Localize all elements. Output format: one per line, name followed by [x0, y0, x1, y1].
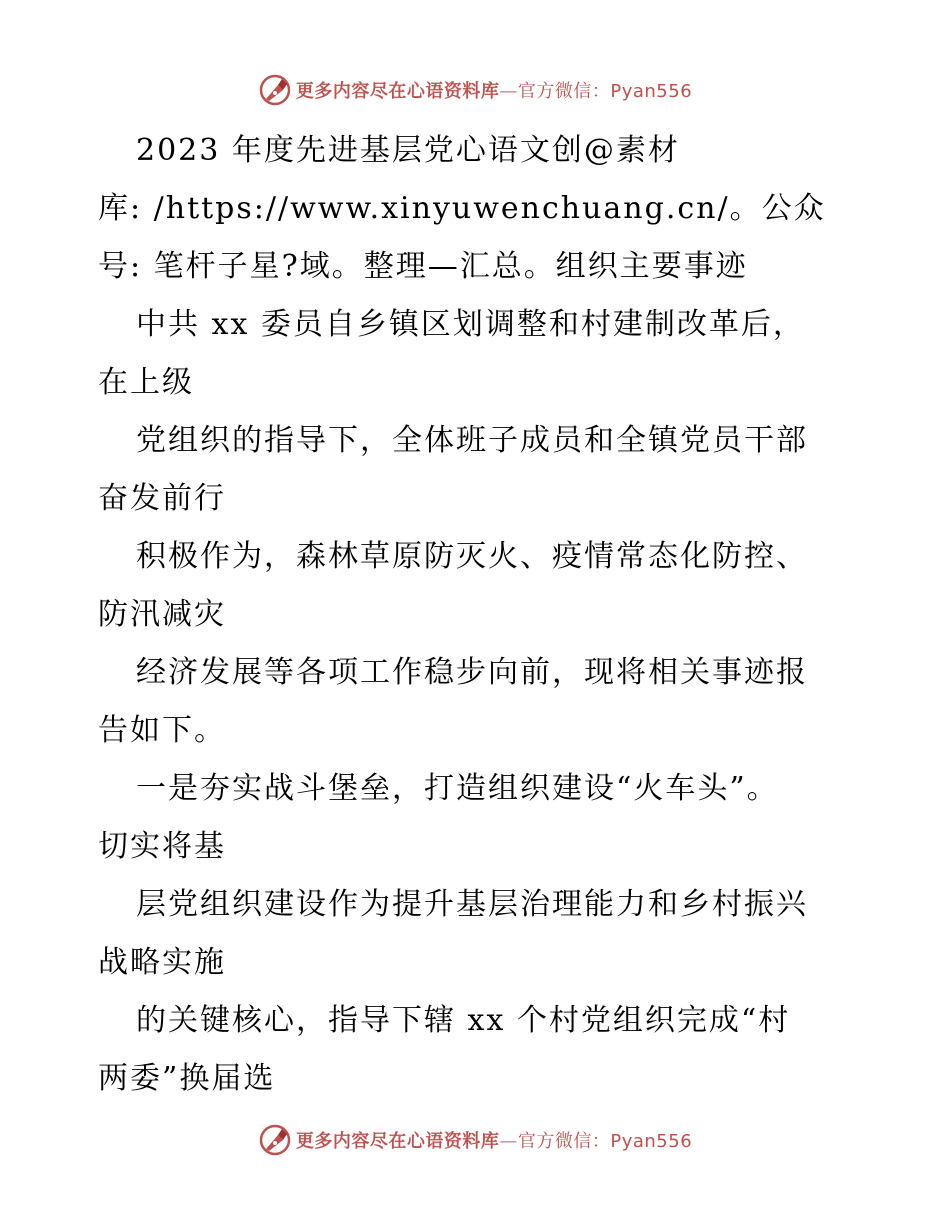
document-line: 党组织的指导下，全体班子成员和全镇党员干部 — [136, 423, 808, 458]
document-line: 奋发前行 — [98, 481, 226, 516]
watermark-brand: 更多内容尽在心语资料库 — [295, 81, 500, 102]
watermark-official-label: 官方微信： — [517, 1131, 611, 1152]
watermark-text — [296, 77, 692, 103]
document-line: 防汛减灾 — [98, 597, 226, 632]
document-line: 的关键核心，指导下辖 xx 个村党组织完成“村 — [136, 1003, 791, 1038]
document-line: 两委”换届选 — [98, 1061, 276, 1096]
watermark-brand: 更多内容尽在心语资料库 — [295, 1131, 500, 1152]
document-line: 在上级 — [98, 365, 194, 400]
document-line: 战略实施 — [98, 945, 226, 980]
watermark-official-label: 官方微信： — [517, 81, 611, 102]
watermark-text — [296, 1127, 692, 1153]
header-watermark — [0, 70, 950, 110]
footer-watermark — [0, 1120, 950, 1160]
watermark-separator: — — [499, 1131, 518, 1152]
document-line: 中共 xx 委员自乡镇区划调整和村建制改革后， — [136, 307, 805, 342]
document-line: 2023 年度先进基层党心语文创@素材 — [136, 133, 680, 168]
document-body — [98, 122, 858, 1108]
watermark-wechat-id: Pyan556 — [610, 1131, 693, 1152]
document-line: 号: 笔杆子星?域。整理—汇总。组织主要事迹 — [98, 249, 748, 284]
pen-nib-logo-icon — [258, 1123, 292, 1157]
document-line: 层党组织建设作为提升基层治理能力和乡村振兴 — [136, 887, 808, 922]
watermark-wechat-id: Pyan556 — [610, 81, 693, 102]
document-line: 积极作为，森林草原防灭火、疫情常态化防控、 — [136, 539, 808, 574]
document-line: 库: /https://www.xinyuwenchuang.cn/。公众 — [98, 191, 826, 226]
document-line: 一是夯实战斗堡垒，打造组织建设“火车头”。 — [136, 771, 779, 806]
pen-nib-logo-icon — [258, 73, 292, 107]
watermark-separator: — — [499, 81, 518, 102]
document-line: 经济发展等各项工作稳步向前，现将相关事迹报 — [136, 655, 808, 690]
document-line: 切实将基 — [98, 829, 226, 864]
document-line: 告如下。 — [98, 713, 226, 748]
